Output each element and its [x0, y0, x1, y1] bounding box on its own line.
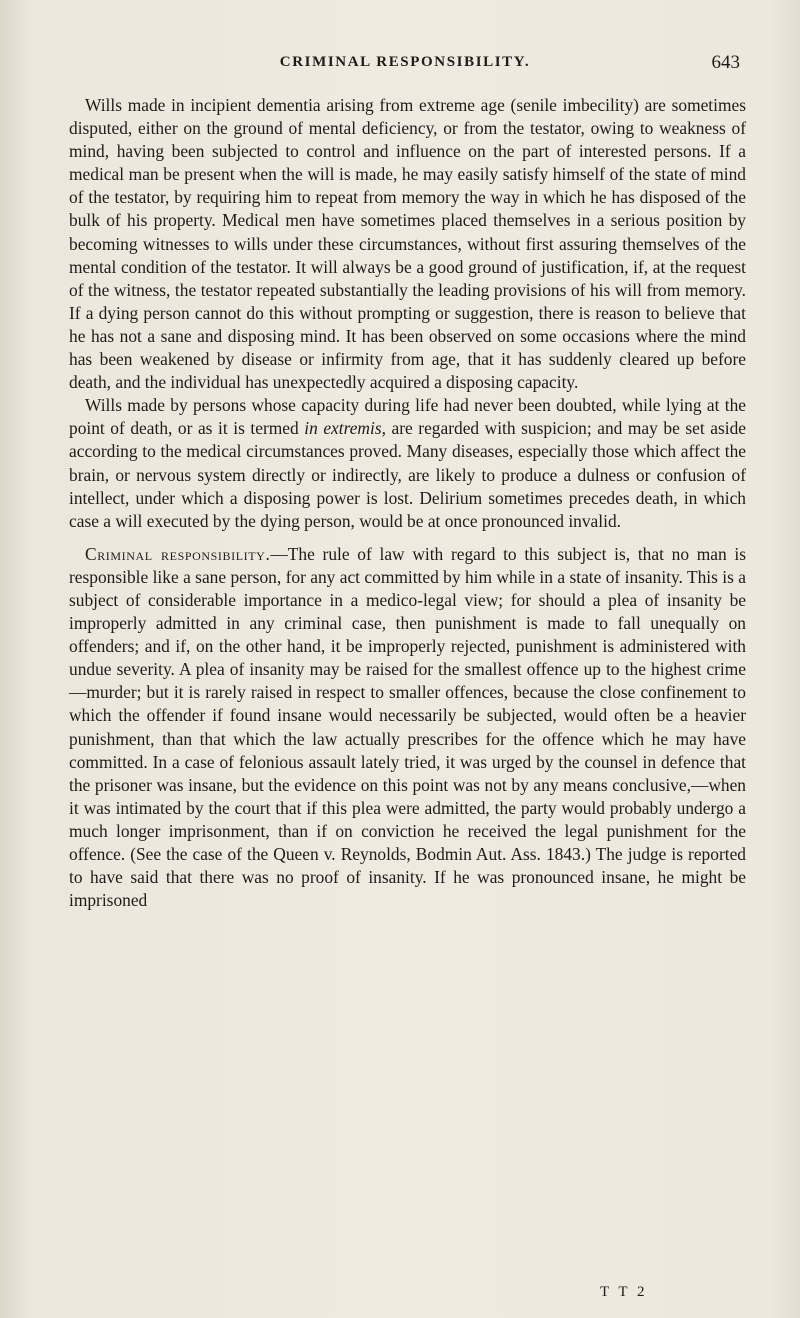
printer-signature-mark: T T 2 [600, 1284, 648, 1300]
running-title: CRIMINAL RESPONSIBILITY. [279, 54, 531, 70]
paragraph-text: Wills made in incipient dementia arising from extreme age (senile imbecility) are sometimes disputed, either on the ground of mental deficiency, or from the testator, owing to weakness of mind, having been subjected to control and influence on the part of interested persons. If a medical man be present when the will is made, he may easily satisfy himself of the state of mind of the testator, by requiring him to repeat from memory the way in which he has disposed of the bulk of his property. Medical men have sometimes placed themselves in a serious position by becoming witnesses to wills under these circumstances, without first assuring themselves of the mental condition of the testator. It will always be a good ground of justification, if, at the request of the witness, the testator repeated substantially the leading provisions of his will from memory. If a dying person cannot do this without prompting or suggestion, there is reason to believe that he has not a sane and disposing mind. It has been observed on some occasions where the mind has been weakened by disease or infirmity from age, that it has suddenly cleared up before death, and the individual has unexpectedly acquired a disposing capacity. [69, 95, 746, 393]
paragraph-text: —The rule of law with regard to this subject is, that no man is responsible like a sane person, for any act committed by him while in a state of insanity. This is a subject of considerable importance in a medico-legal view; for should a plea of insanity be improperly admitted in any criminal case, then punishment is made to fall unequally on offenders; and if, on the other hand, it be improperly rejected, punishment is administered with undue severity. A plea of insanity may be raised for the smallest offence up to the highest crime—murder; but it is rarely raised in respect to smaller offences, because the close confinement to which the offender if found insane would necessarily be subjected, would often be a heavier punishment, than that which the law actually prescribes for the offence which he may have committed. In a case of felonious assault lately tried, it was urged by the counsel in defence that the prisoner was insane, but the evidence on this point was not by any means conclusive,—when it was intimated by the court that if this plea were admitted, the party would probably undergo a much longer imprisonment, than if on conviction he received the legal punishment for the offence. (See the case of the Queen v. Reynolds, Bodmin Aut. Ass. 1843.) The judge is reported to have said that there was no proof of insanity. If he was pronounced insane, he might be imprisoned [69, 543, 747, 911]
body-text [69, 94, 746, 912]
paragraph-criminal-responsibility [69, 543, 746, 913]
italic-term: in extremis, [304, 418, 386, 439]
paragraph-text-before-italic: Wills made by persons whose capacity during life had never been doubted, while lying at the point of death, or as it is termed [69, 395, 746, 439]
section-lead-heading: Criminal responsibility. [85, 543, 271, 564]
paragraph-wills-in-extremis [69, 394, 746, 533]
paragraph-senile-wills [69, 94, 746, 394]
running-head [70, 52, 740, 76]
page-number: 643 [711, 52, 740, 73]
paragraph-text-after-italic: are regarded with suspicion; and may be set aside according to the medical circumstances proved. Many diseases, especially those which affect the brain, or nervous system directly or indirectly, are likely to produce a dulness or confusion of intellect, under which a disposing power is lost. Delirium sometimes precedes death, in which case a will executed by the dying person, would be at once pronounced invalid. [69, 418, 746, 531]
